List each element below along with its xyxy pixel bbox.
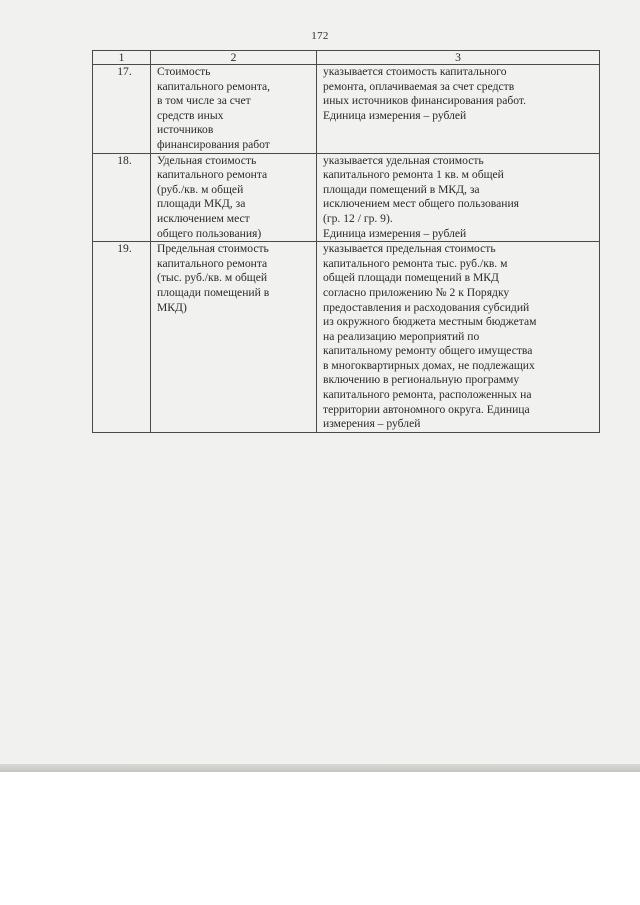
data-table [92, 50, 600, 433]
indicator-name-cell: Предельная стоимость капитального ремонта (тыс. руб./кв. м общей площади помещений в МКД) [151, 242, 317, 433]
table-body [93, 65, 600, 433]
table-row [93, 153, 600, 242]
column-header-number: 1 [93, 51, 151, 65]
row-number-cell: 18. [93, 153, 151, 242]
table-row [93, 65, 600, 154]
indicator-description-cell: указывается стоимость капитального ремонта, оплачиваемая за счет средств иных источников финансирования работ. Единица измерения – рублей [317, 65, 600, 154]
row-number-cell: 19. [93, 242, 151, 433]
page-number: 172 [311, 30, 329, 42]
indicator-description-cell: указывается удельная стоимость капитального ремонта 1 кв. м общей площади помещений в МКД, за исключением мест общего пользования (гр. 12 / гр. 9). Единица измерения – рублей [317, 153, 600, 242]
column-header-description: 3 [317, 51, 600, 65]
row-number-cell: 17. [93, 65, 151, 154]
table-row [93, 242, 600, 433]
column-header-name: 2 [151, 51, 317, 65]
indicator-description-cell: указывается предельная стоимость капитального ремонта тыс. руб./кв. м общей площади помещений в МКД согласно приложению № 2 к Порядку предоставления и расходования субсидий из окружного бюджета местным бюджетам на реализацию мероприятий по капитальному ремонту общего имущества в многоквартирных домах, не подлежащих включению в региональную программу капитального ремонта, расположенных на территории автономного округа. Единица измерения – рублей [317, 242, 600, 433]
table-header-row [93, 51, 600, 65]
indicator-name-cell: Удельная стоимость капитального ремонта (руб./кв. м общей площади МКД, за исключением мест общего пользования) [151, 153, 317, 242]
page-edge-shadow [0, 764, 640, 772]
indicator-name-cell: Стоимость капитального ремонта, в том числе за счет средств иных источников финансирования работ [151, 65, 317, 154]
